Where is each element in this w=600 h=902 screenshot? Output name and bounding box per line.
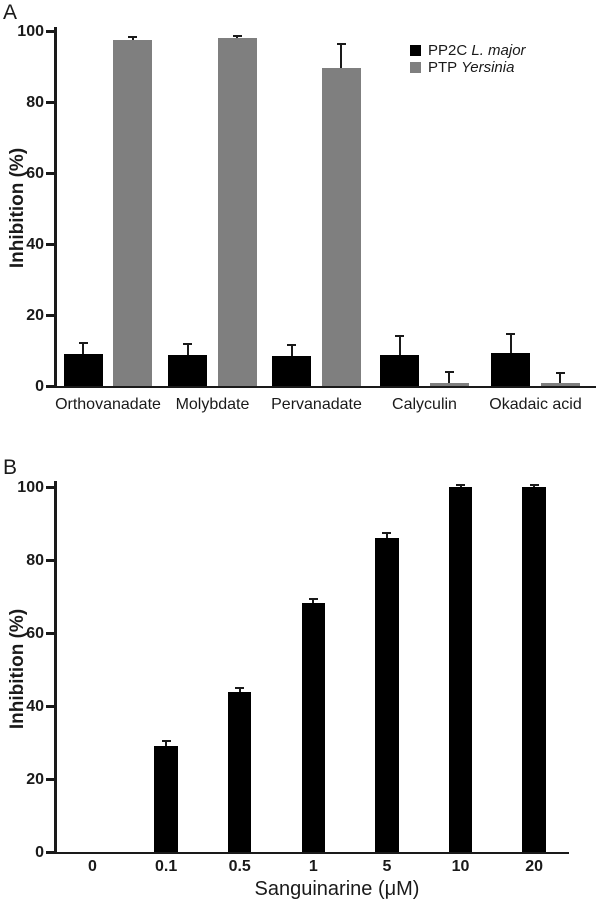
y-axis	[54, 481, 57, 854]
y-tick-label: 20	[26, 771, 44, 788]
error-bar-cap	[128, 36, 137, 38]
panel-a-letter: A	[3, 1, 18, 24]
category-label: Orthovanadate	[55, 396, 161, 413]
legend-swatch-gray	[410, 62, 421, 73]
category-label: Calyculin	[392, 396, 457, 413]
panel-b-letter: B	[3, 456, 18, 479]
y-tick-label: 0	[35, 378, 44, 395]
y-tick-label: 20	[26, 307, 44, 324]
category-label: 20	[525, 858, 543, 875]
error-bar-cap	[506, 333, 515, 335]
error-bar	[399, 336, 401, 355]
y-tick-label: 60	[26, 165, 44, 182]
error-bar-cap	[183, 343, 192, 345]
bar-0.5	[228, 692, 252, 852]
error-bar-cap	[162, 740, 171, 742]
category-label: 1	[308, 858, 318, 875]
error-bar-cap	[556, 372, 565, 374]
category-label: 10	[451, 858, 470, 875]
panel-b-y-axis-title: Inhibition (%)	[7, 608, 28, 730]
category-label: 0	[88, 858, 97, 875]
error-bar-cap	[79, 342, 88, 344]
category-label: 5	[382, 858, 392, 875]
y-tick-label: 100	[17, 479, 44, 496]
error-bar-cap	[337, 43, 346, 45]
error-bar	[340, 44, 342, 68]
legend-swatch-black	[410, 45, 421, 56]
y-tick-label: 80	[26, 94, 44, 111]
bar-black-Pervanadate	[272, 356, 311, 386]
error-bar-cap	[395, 335, 404, 337]
error-bar-cap	[382, 532, 391, 534]
legend-species-pp2c: L. major	[471, 42, 526, 59]
category-label: 0.1	[154, 858, 178, 875]
y-tick-label: 80	[26, 552, 44, 569]
y-tick-label: 100	[17, 23, 44, 40]
bar-5	[375, 538, 399, 852]
bar-gray-Molybdate	[218, 38, 257, 386]
category-label: 0.5	[228, 858, 251, 875]
error-bar-cap	[530, 484, 539, 486]
y-tick-label: 40	[26, 236, 44, 253]
error-bar	[559, 373, 561, 383]
error-bar-cap	[287, 344, 296, 346]
bar-black-Okadaic acid	[491, 353, 530, 386]
panel-a-y-axis-title: Inhibition (%)	[7, 147, 28, 269]
legend-item-ptp	[410, 59, 526, 76]
panel-b-x-axis-title: Sanguinarine (μM)	[254, 878, 420, 900]
legend-item-pp2c	[410, 42, 526, 59]
bar-black-Molybdate	[168, 355, 207, 386]
bar-gray-Orthovanadate	[113, 40, 152, 386]
x-axis	[54, 852, 569, 854]
category-label: Okadaic acid	[489, 396, 582, 413]
bar-black-Orthovanadate	[64, 354, 103, 386]
legend-species-ptp: Yersinia	[461, 59, 515, 76]
legend	[410, 42, 526, 76]
error-bar-cap	[235, 687, 244, 689]
error-bar-cap	[309, 598, 318, 600]
error-bar-cap	[233, 35, 242, 37]
y-tick-label: 40	[26, 698, 44, 715]
error-bar	[187, 344, 189, 355]
y-tick-label: 0	[35, 844, 44, 861]
bar-1	[302, 603, 326, 852]
error-bar	[82, 343, 84, 354]
y-tick-label: 60	[26, 625, 44, 642]
legend-label-pp2c: PP2C	[428, 42, 468, 59]
legend-label-ptp: PTP	[428, 59, 457, 76]
category-label: Molybdate	[175, 396, 250, 413]
error-bar-cap	[445, 371, 454, 373]
bar-0.1	[154, 746, 178, 852]
panel-b-plot	[0, 440, 600, 902]
bar-20	[522, 487, 546, 852]
error-bar	[448, 372, 450, 383]
error-bar-cap	[456, 484, 465, 486]
error-bar	[510, 334, 512, 354]
bar-gray-Pervanadate	[322, 68, 361, 386]
error-bar	[291, 345, 293, 356]
category-label: Pervanadate	[271, 396, 362, 413]
x-axis	[54, 386, 596, 388]
bar-10	[449, 487, 473, 852]
bar-black-Calyculin	[380, 355, 419, 386]
y-axis	[54, 27, 57, 388]
